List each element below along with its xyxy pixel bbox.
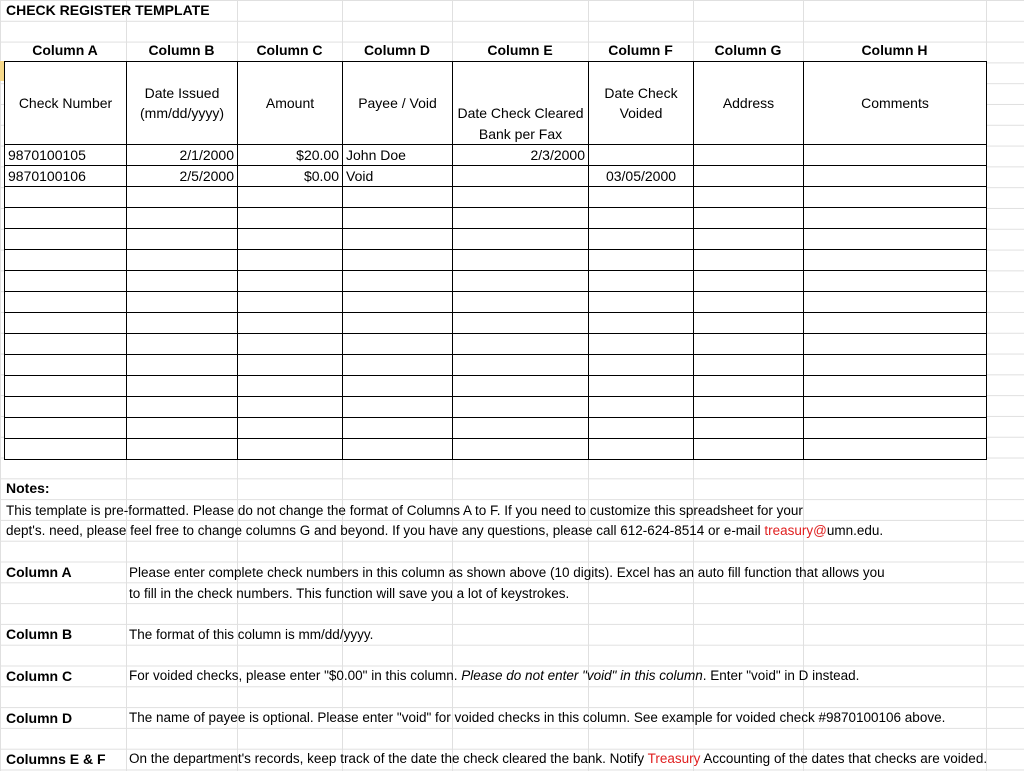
column-letter-d: Column D xyxy=(363,42,431,58)
empty-cell[interactable] xyxy=(589,397,694,418)
empty-cell[interactable] xyxy=(238,271,343,292)
header-address[interactable]: Address xyxy=(694,62,804,145)
empty-cell[interactable] xyxy=(694,250,804,271)
empty-cell[interactable] xyxy=(453,271,589,292)
cell-check-number[interactable]: 9870100106 xyxy=(5,166,127,187)
empty-cell[interactable] xyxy=(5,439,127,460)
empty-cell[interactable] xyxy=(589,439,694,460)
empty-cell[interactable] xyxy=(589,187,694,208)
instruction-column-c-post: . Enter "void" in D instead. xyxy=(702,668,860,683)
empty-cell[interactable] xyxy=(5,313,127,334)
empty-cell[interactable] xyxy=(343,208,453,229)
empty-cell[interactable] xyxy=(453,313,589,334)
column-letter-c: Column C xyxy=(256,42,323,58)
empty-cell[interactable] xyxy=(127,334,238,355)
empty-cell[interactable] xyxy=(804,418,987,439)
table-row xyxy=(5,334,987,355)
table-row xyxy=(5,376,987,397)
header-check-number[interactable]: Check Number xyxy=(5,62,127,145)
empty-cell[interactable] xyxy=(453,334,589,355)
empty-cell[interactable] xyxy=(238,187,343,208)
empty-cell[interactable] xyxy=(343,397,453,418)
header-date-issued[interactable]: Date Issued (mm/dd/yyyy) xyxy=(127,62,238,145)
cell-date-cleared[interactable] xyxy=(453,166,589,187)
empty-cell[interactable] xyxy=(804,208,987,229)
instruction-label-column-a: Column A xyxy=(6,564,72,580)
table-row xyxy=(5,166,987,187)
empty-cell[interactable] xyxy=(5,250,127,271)
empty-cell[interactable] xyxy=(127,397,238,418)
empty-cell[interactable] xyxy=(694,355,804,376)
empty-cell[interactable] xyxy=(127,229,238,250)
column-letter-g: Column G xyxy=(714,42,782,58)
cell-payee[interactable]: John Doe xyxy=(343,145,453,166)
header-date-cleared[interactable]: Date Check Cleared Bank per Fax xyxy=(453,62,589,145)
empty-cell[interactable] xyxy=(589,418,694,439)
header-payee-void[interactable]: Payee / Void xyxy=(343,62,453,145)
empty-cell[interactable] xyxy=(589,292,694,313)
table-row xyxy=(5,250,987,271)
instruction-label-columns-e-f: Columns E & F xyxy=(6,751,106,767)
empty-cell[interactable] xyxy=(238,439,343,460)
empty-cell[interactable] xyxy=(453,439,589,460)
empty-cell[interactable] xyxy=(127,187,238,208)
empty-cell[interactable] xyxy=(343,355,453,376)
empty-cell[interactable] xyxy=(804,376,987,397)
instruction-column-d-text: The name of payee is optional. Please enter "void" for voided checks in this column. See example for voided check #9870100106 above. xyxy=(129,710,946,725)
instruction-column-c-italic: Please do not enter "void" in this column xyxy=(461,668,703,683)
empty-cell[interactable] xyxy=(453,208,589,229)
instruction-columns-e-f-pre: On the department's records, keep track of the date the check cleared the bank. Notify xyxy=(129,751,648,766)
empty-cell[interactable] xyxy=(5,355,127,376)
empty-cell[interactable] xyxy=(453,397,589,418)
empty-cell[interactable] xyxy=(238,376,343,397)
empty-cell[interactable] xyxy=(127,418,238,439)
empty-cell[interactable] xyxy=(694,187,804,208)
empty-cell[interactable] xyxy=(127,292,238,313)
cell-date-voided[interactable]: 03/05/2000 xyxy=(589,166,694,187)
empty-cell[interactable] xyxy=(804,397,987,418)
cell-date-cleared[interactable]: 2/3/2000 xyxy=(453,145,589,166)
empty-cell[interactable] xyxy=(453,376,589,397)
column-letter-e: Column E xyxy=(487,42,553,58)
empty-cell[interactable] xyxy=(5,397,127,418)
table-row xyxy=(5,313,987,334)
empty-cell[interactable] xyxy=(5,376,127,397)
header-amount[interactable]: Amount xyxy=(238,62,343,145)
empty-cell[interactable] xyxy=(589,229,694,250)
empty-cell[interactable] xyxy=(238,397,343,418)
header-date-voided[interactable]: Date Check Voided xyxy=(589,62,694,145)
empty-cell[interactable] xyxy=(127,355,238,376)
notes-line-2 xyxy=(6,520,883,541)
instruction-label-column-b: Column B xyxy=(6,626,73,642)
empty-cell[interactable] xyxy=(804,313,987,334)
cell-comments[interactable] xyxy=(804,145,987,166)
table-header-row xyxy=(5,62,987,145)
cell-amount[interactable]: $0.00 xyxy=(238,166,343,187)
empty-cell[interactable] xyxy=(694,271,804,292)
empty-cell[interactable] xyxy=(238,292,343,313)
empty-cell[interactable] xyxy=(804,271,987,292)
empty-cell[interactable] xyxy=(804,439,987,460)
instruction-column-c-text xyxy=(129,668,859,683)
empty-cell[interactable] xyxy=(127,271,238,292)
instruction-label-column-c: Column C xyxy=(6,668,73,684)
empty-cell[interactable] xyxy=(694,208,804,229)
empty-cell[interactable] xyxy=(694,334,804,355)
table-row xyxy=(5,208,987,229)
table-row xyxy=(5,355,987,376)
empty-cell[interactable] xyxy=(343,292,453,313)
empty-cell[interactable] xyxy=(343,313,453,334)
empty-cell[interactable] xyxy=(343,229,453,250)
empty-cell[interactable] xyxy=(127,439,238,460)
table-row xyxy=(5,439,987,460)
cell-payee[interactable]: Void xyxy=(343,166,453,187)
empty-cell[interactable] xyxy=(694,418,804,439)
empty-cell[interactable] xyxy=(694,397,804,418)
header-comments[interactable]: Comments xyxy=(804,62,987,145)
empty-cell[interactable] xyxy=(589,334,694,355)
empty-cell[interactable] xyxy=(589,355,694,376)
cell-check-number[interactable]: 9870100105 xyxy=(5,145,127,166)
notes-heading: Notes: xyxy=(6,480,50,496)
empty-cell[interactable] xyxy=(5,292,127,313)
empty-cell[interactable] xyxy=(453,229,589,250)
empty-cell[interactable] xyxy=(453,355,589,376)
cell-date-issued[interactable]: 2/1/2000 xyxy=(127,145,238,166)
check-register-table xyxy=(4,61,987,460)
empty-cell[interactable] xyxy=(343,334,453,355)
cell-address[interactable] xyxy=(694,145,804,166)
cell-amount[interactable]: $20.00 xyxy=(238,145,343,166)
empty-cell[interactable] xyxy=(127,376,238,397)
empty-cell[interactable] xyxy=(343,187,453,208)
empty-cell[interactable] xyxy=(238,334,343,355)
empty-cell[interactable] xyxy=(343,271,453,292)
empty-cell[interactable] xyxy=(804,292,987,313)
empty-cell[interactable] xyxy=(127,208,238,229)
empty-cell[interactable] xyxy=(589,313,694,334)
empty-cell[interactable] xyxy=(343,250,453,271)
table-row xyxy=(5,418,987,439)
empty-cell[interactable] xyxy=(453,187,589,208)
empty-cell[interactable] xyxy=(589,376,694,397)
empty-cell[interactable] xyxy=(238,250,343,271)
table-row xyxy=(5,271,987,292)
empty-cell[interactable] xyxy=(343,418,453,439)
table-row xyxy=(5,187,987,208)
empty-cell[interactable] xyxy=(343,376,453,397)
email-link-user[interactable]: treasury@ xyxy=(764,523,827,538)
empty-cell[interactable] xyxy=(694,376,804,397)
empty-cell[interactable] xyxy=(5,418,127,439)
empty-cell[interactable] xyxy=(127,250,238,271)
column-letter-b: Column B xyxy=(148,42,215,58)
column-letter-f: Column F xyxy=(608,42,673,58)
table-row xyxy=(5,145,987,166)
empty-cell[interactable] xyxy=(694,439,804,460)
instruction-columns-e-f-post: Accounting of the dates that checks are voided. xyxy=(700,751,988,766)
empty-cell[interactable] xyxy=(5,334,127,355)
empty-cell[interactable] xyxy=(589,250,694,271)
email-link-domain[interactable]: umn.edu. xyxy=(826,523,884,538)
empty-cell[interactable] xyxy=(589,208,694,229)
sheet-title: CHECK REGISTER TEMPLATE xyxy=(6,2,210,18)
empty-cell[interactable] xyxy=(343,439,453,460)
cell-date-issued[interactable]: 2/5/2000 xyxy=(127,166,238,187)
instruction-label-column-d: Column D xyxy=(6,710,73,726)
cell-address[interactable] xyxy=(694,166,804,187)
instruction-column-c-pre: For voided checks, please enter "$0.00" in this column. xyxy=(129,668,462,683)
empty-cell[interactable] xyxy=(589,271,694,292)
empty-cell[interactable] xyxy=(804,187,987,208)
empty-cell[interactable] xyxy=(127,313,238,334)
instruction-column-b-text: The format of this column is mm/dd/yyyy. xyxy=(129,627,374,642)
empty-cell[interactable] xyxy=(238,229,343,250)
empty-cell[interactable] xyxy=(804,250,987,271)
empty-cell[interactable] xyxy=(5,208,127,229)
instruction-column-a-line-2: to fill in the check numbers. This function will save you a lot of keystrokes. xyxy=(129,586,570,601)
empty-cell[interactable] xyxy=(5,187,127,208)
instruction-column-a-line-1: Please enter complete check numbers in this column as shown above (10 digits). Excel has an auto fill function that allows you xyxy=(129,565,885,580)
table-row xyxy=(5,292,987,313)
instruction-columns-e-f-text xyxy=(129,751,987,766)
column-letter-a: Column A xyxy=(32,42,98,58)
empty-cell[interactable] xyxy=(453,418,589,439)
empty-cell[interactable] xyxy=(694,292,804,313)
empty-cell[interactable] xyxy=(238,208,343,229)
empty-cell[interactable] xyxy=(804,355,987,376)
empty-cell[interactable] xyxy=(453,292,589,313)
empty-cell[interactable] xyxy=(238,418,343,439)
notes-line-2-text: dept's. need, please feel free to change columns G and beyond. If you have any questions, please call 612-624-8514 or e-mail xyxy=(6,523,765,538)
cell-comments[interactable] xyxy=(804,166,987,187)
cell-date-voided[interactable] xyxy=(589,145,694,166)
column-letter-h: Column H xyxy=(861,42,928,58)
empty-cell[interactable] xyxy=(694,229,804,250)
empty-cell[interactable] xyxy=(804,229,987,250)
notes-line-1: This template is pre-formatted. Please do not change the format of Columns A to F. If you need to customize this spreadsheet for your xyxy=(6,503,803,518)
empty-cell[interactable] xyxy=(5,229,127,250)
empty-cell[interactable] xyxy=(238,313,343,334)
table-row xyxy=(5,229,987,250)
empty-cell[interactable] xyxy=(694,313,804,334)
treasury-link[interactable]: Treasury xyxy=(647,751,701,766)
empty-cell[interactable] xyxy=(238,355,343,376)
empty-cell[interactable] xyxy=(5,271,127,292)
table-row xyxy=(5,397,987,418)
empty-cell[interactable] xyxy=(804,334,987,355)
empty-cell[interactable] xyxy=(453,250,589,271)
